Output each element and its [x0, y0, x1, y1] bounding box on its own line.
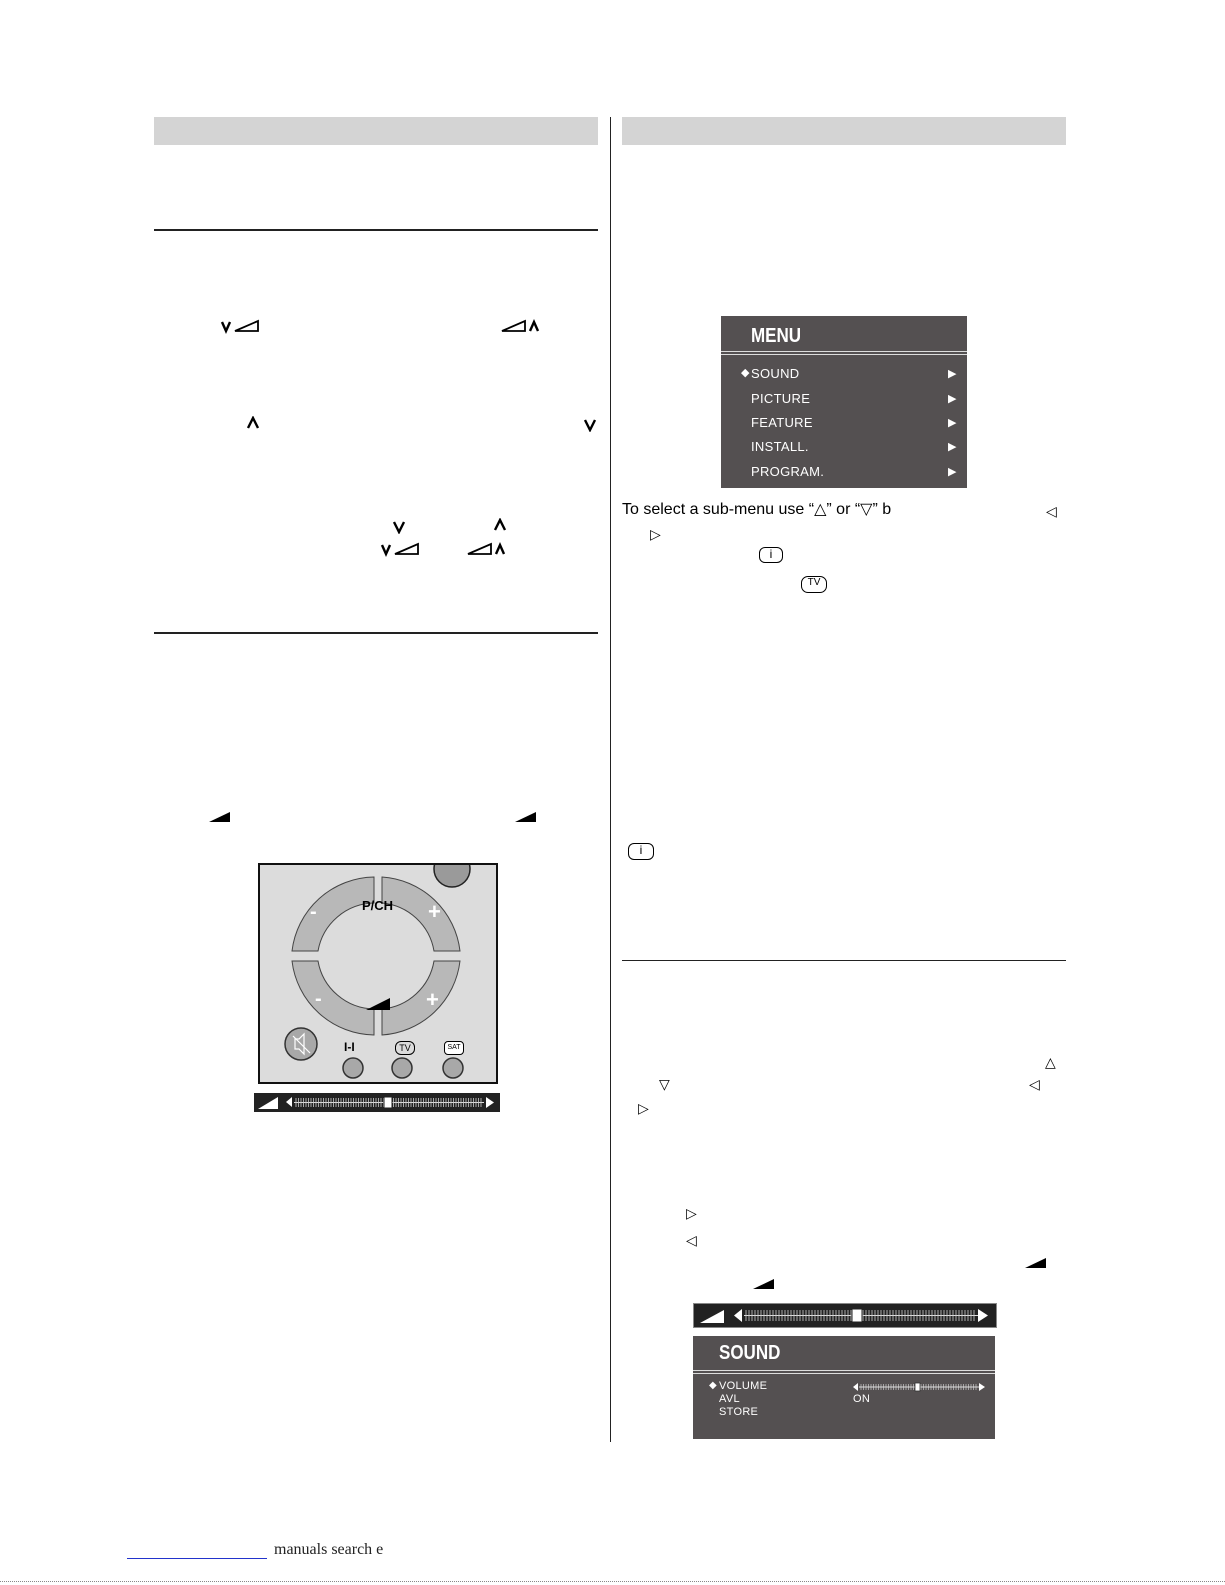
- right-triangle-icon-3: ▷: [686, 1205, 697, 1221]
- volume-bar-osd: [254, 1093, 500, 1112]
- menu-item-feature[interactable]: FEATURE: [751, 415, 813, 430]
- volume-up-icon-2: [466, 541, 508, 557]
- volume-wedge-icon-3: [1024, 1257, 1048, 1269]
- panel-key-av[interactable]: I-I: [344, 1040, 355, 1054]
- panel-key-tv[interactable]: TV: [395, 1041, 415, 1055]
- menu-item-program[interactable]: PROGRAM.: [751, 464, 825, 479]
- volume-wedge-icon-4: [752, 1278, 776, 1290]
- menu-item-picture[interactable]: PICTURE: [751, 391, 811, 406]
- footer-link[interactable]: [127, 1544, 267, 1559]
- info-key-icon-2: i: [628, 843, 654, 860]
- volume-bar-drawing-2: [694, 1304, 996, 1327]
- menu-item-install-arrow-icon: ▶: [948, 441, 957, 453]
- volume-wedge-icon-2: [514, 811, 538, 823]
- page-bottom-dotted-line: [0, 1581, 1225, 1582]
- left-triangle-icon: ◁: [1046, 503, 1057, 519]
- up-triangle-icon: △: [1045, 1054, 1056, 1070]
- prog-down-icon: [583, 418, 597, 432]
- sound-menu-osd: [693, 1336, 995, 1439]
- right-section-rule: [622, 960, 1066, 961]
- sound-row-store-label[interactable]: STORE: [719, 1406, 759, 1418]
- column-divider: [610, 117, 611, 1442]
- tv-key-icon: TV: [801, 576, 827, 593]
- down-triangle-icon: ▽: [659, 1076, 670, 1092]
- sound-title-separator-2: [693, 1373, 995, 1374]
- prog-up-icon: [246, 416, 260, 430]
- menu-item-feature-arrow-icon: ▶: [948, 417, 957, 429]
- menu-item-sound[interactable]: SOUND: [751, 366, 800, 381]
- menu-title: MENU: [751, 325, 802, 347]
- left-section-header: [154, 117, 598, 145]
- panel-plus-top[interactable]: +: [428, 899, 441, 924]
- right-section-header: [622, 117, 1066, 145]
- volume-up-icon: [500, 318, 542, 334]
- panel-key-sat[interactable]: SAT: [444, 1041, 464, 1055]
- left-section-rule-1: [154, 229, 598, 231]
- panel-minus-bottom[interactable]: -: [315, 988, 322, 1010]
- volume-down-icon: [220, 318, 262, 334]
- menu-title-separator-2: [721, 354, 967, 355]
- menu-title-separator: [721, 351, 967, 352]
- sound-row-avl-value: ON: [853, 1393, 871, 1405]
- prog-down-icon-2: [392, 520, 406, 534]
- volume-down-icon-2: [380, 541, 422, 557]
- main-menu-osd: [721, 316, 967, 488]
- sound-row-volume-label[interactable]: VOLUME: [719, 1380, 768, 1392]
- prog-up-icon-2: [493, 518, 507, 532]
- menu-selection-marker: ◆: [741, 367, 750, 379]
- menu-item-install[interactable]: INSTALL.: [751, 439, 809, 454]
- sound-title-separator: [693, 1370, 995, 1371]
- menu-item-program-arrow-icon: ▶: [948, 466, 957, 478]
- footer-text: manuals search e: [274, 1541, 384, 1558]
- pch-label: P/CH: [362, 898, 394, 913]
- sound-volume-slider[interactable]: [853, 1382, 987, 1392]
- sound-row-avl-label[interactable]: AVL: [719, 1393, 740, 1405]
- volume-bar-osd-2: [693, 1303, 997, 1328]
- sound-menu-title: SOUND: [719, 1342, 781, 1364]
- submenu-instruction: To select a sub-menu use “△” or “▽” b: [622, 501, 892, 518]
- panel-plus-bottom[interactable]: +: [426, 987, 439, 1012]
- right-triangle-icon-2: ▷: [638, 1100, 649, 1116]
- left-triangle-icon-3: ◁: [686, 1232, 697, 1248]
- left-triangle-icon-2: ◁: [1029, 1076, 1040, 1092]
- sound-selection-marker: ◆: [709, 1380, 717, 1391]
- menu-item-picture-arrow-icon: ▶: [948, 393, 957, 405]
- panel-minus-top[interactable]: -: [310, 901, 317, 923]
- info-key-icon: i: [759, 547, 783, 563]
- menu-item-sound-arrow-icon: ▶: [948, 368, 957, 380]
- left-section-rule-2: [154, 632, 598, 634]
- front-panel: [258, 863, 498, 1084]
- volume-bar-drawing: [254, 1093, 500, 1112]
- volume-wedge-icon: [208, 811, 232, 823]
- right-triangle-icon: ▷: [650, 526, 661, 542]
